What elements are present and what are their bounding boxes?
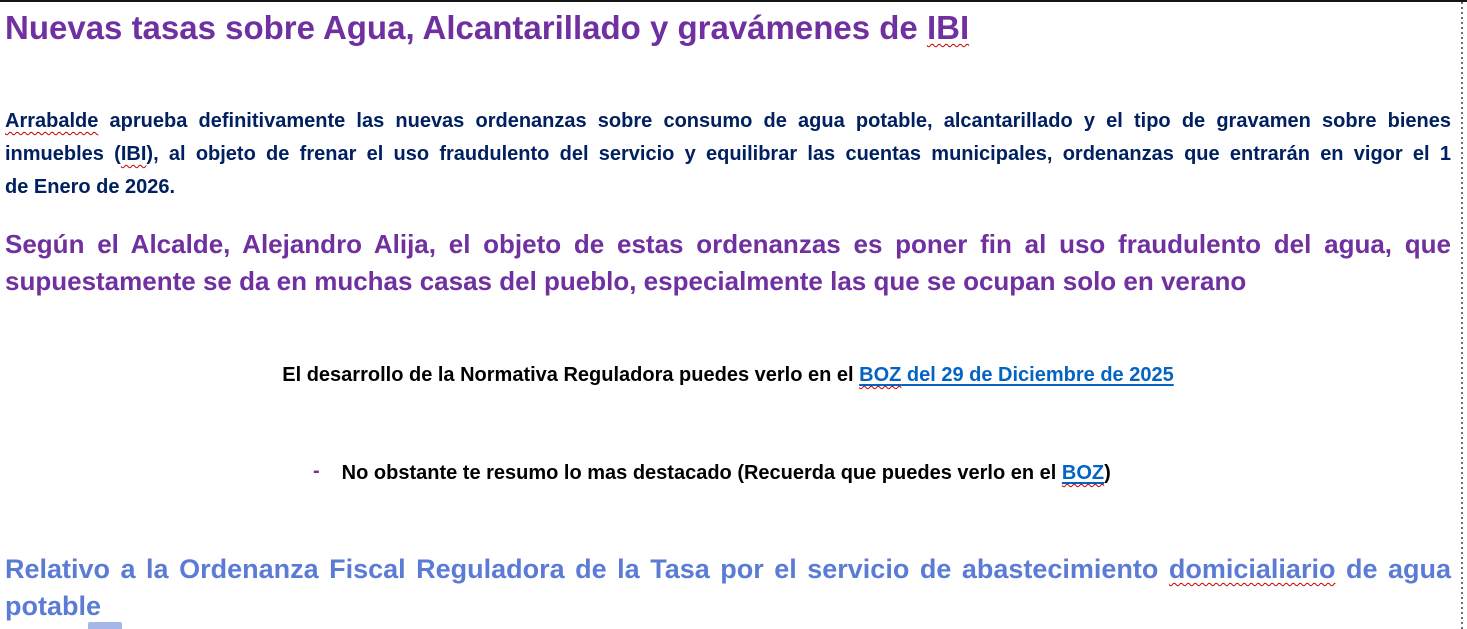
section-heading: [5, 551, 1451, 625]
section-heading-line-1: [5, 551, 1451, 588]
quote-paragraph: [5, 226, 1451, 300]
intro-line-2-post: ), al objeto de frenar el uso fraudulento del servicio y equilibrar las cuentas municipales, ordenanzas que entrarán en vigor el 1: [146, 143, 1451, 165]
page-title-text: Nuevas tasas sobre Agua, Alcantarillado y gravámenes de: [5, 9, 927, 46]
bullet-item: [313, 460, 1451, 487]
page-title-misspelled-word: IBI: [926, 9, 970, 46]
boz-reference-text: El desarrollo de la Normativa Reguladora puedes verlo en el: [282, 364, 860, 386]
section-heading-misspelled: domicialiario: [1168, 554, 1336, 584]
quote-line-2: supuestamente se da en muchas casas del pueblo, especialmente las que se ocupan solo en verano: [5, 266, 1247, 296]
boz-date-link[interactable]: [859, 364, 1174, 386]
boz-short-link-misspelled[interactable]: BOZ: [1061, 462, 1105, 484]
quote-line-1: Según el Alcalde, Alejandro Alija, el objeto de estas ordenanzas es poner fin al uso fraudulento del agua, que: [5, 229, 1451, 259]
intro-line-2-pre: inmuebles (: [5, 143, 121, 165]
bullet-text: No obstante te resumo lo mas destacado (Recuerda que puedes verlo en el: [341, 462, 1062, 484]
intro-line-2: [5, 138, 1451, 171]
boz-reference-line: [5, 362, 1451, 388]
section-heading-post: de agua: [1335, 554, 1451, 584]
clipped-next-element: [88, 622, 122, 629]
boz-short-link[interactable]: [1062, 462, 1104, 484]
intro-misspelled-ibi: IBI: [120, 143, 147, 165]
boz-link-rest[interactable]: del 29 de Diciembre de 2025: [901, 364, 1174, 386]
intro-line-3: de Enero de 2026.: [5, 176, 176, 198]
section-heading-pre: Relativo a la Ordenanza Fiscal Reguladora de la Tasa por el servicio de abastecimiento: [5, 554, 1169, 584]
bullet-text-close-paren: ): [1104, 462, 1111, 484]
intro-line-1-text: aprueba definitivamente las nuevas ordenanzas sobre consumo de agua potable, alcantarillado y el tipo de gravamen sobre bienes: [98, 110, 1451, 132]
page-title: [5, 5, 1451, 48]
boz-link-misspelled[interactable]: BOZ: [859, 364, 902, 386]
intro-line-1: [5, 105, 1451, 138]
section-heading-line-2: potable: [5, 591, 102, 621]
dash-bullet-icon: -: [313, 460, 320, 482]
intro-paragraph: [5, 105, 1451, 204]
intro-misspelled-arrabalde: Arrabalde: [5, 110, 99, 132]
